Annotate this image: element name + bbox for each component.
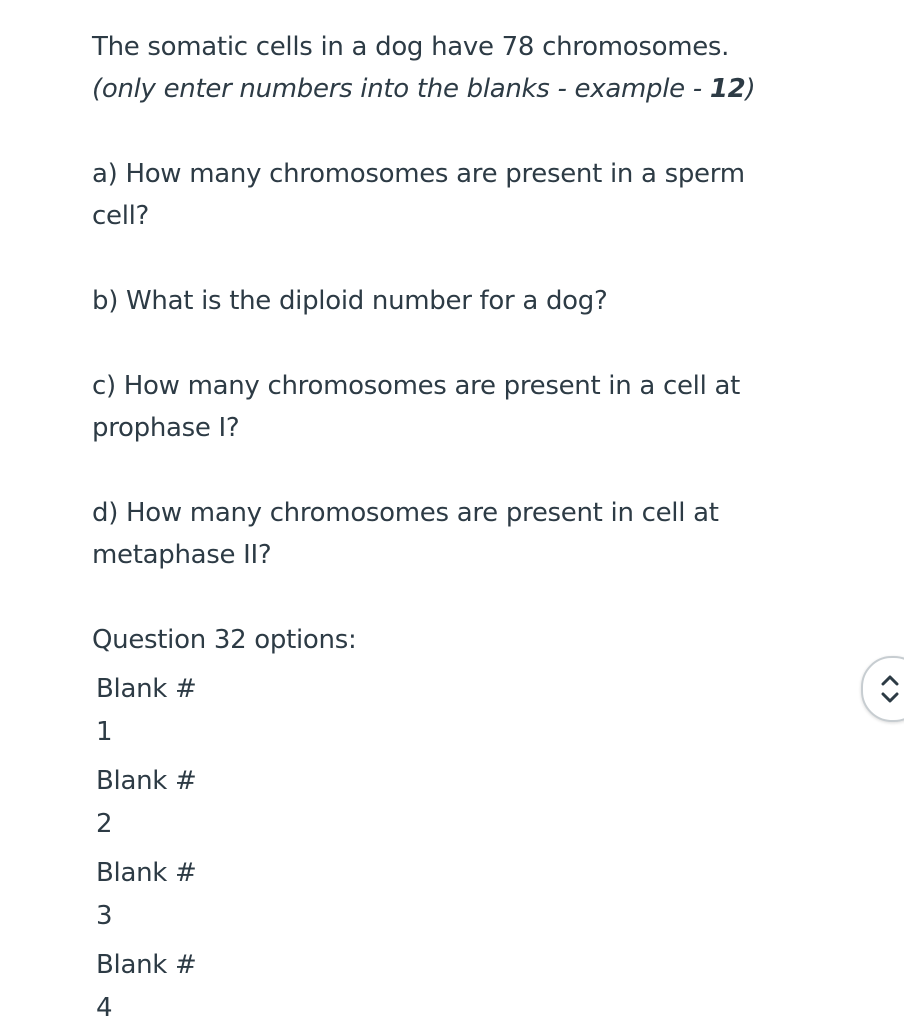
question-d: d) How many chromosomes are present in cell at metaphase II?: [92, 498, 719, 570]
blank-label: Blank #: [96, 766, 197, 796]
question-nav-toggle-button[interactable]: [861, 656, 904, 722]
instruction-text: (only enter numbers into the blanks - example -: [92, 74, 710, 104]
intro-statement: The somatic cells in a dog have 78 chromosomes.: [92, 32, 730, 62]
blank-1: [96, 667, 792, 753]
blank-label: Blank #: [96, 674, 197, 704]
blank-3: [96, 851, 792, 937]
question-a: a) How many chromosomes are present in a sperm cell?: [92, 159, 745, 231]
blank-label: Blank #: [96, 858, 197, 888]
blank-number: 2: [96, 809, 113, 839]
instruction-close: ): [745, 74, 756, 104]
up-down-chevron-icon: [879, 672, 901, 706]
blank-number: 4: [96, 993, 113, 1023]
question-c: c) How many chromosomes are present in a cell at prophase I?: [92, 371, 741, 443]
options-heading: Question 32 options:: [92, 625, 357, 655]
blank-4: [96, 943, 792, 1029]
intro-instruction: [92, 68, 792, 110]
instruction-example: 12: [709, 74, 746, 104]
blank-number: 1: [96, 717, 113, 747]
blank-2: [96, 759, 792, 845]
question-b: b) What is the diploid number for a dog?: [92, 286, 608, 316]
question-content: [92, 26, 792, 1035]
blank-number: 3: [96, 901, 113, 931]
blank-label: Blank #: [96, 950, 197, 980]
question-intro: [92, 26, 792, 110]
